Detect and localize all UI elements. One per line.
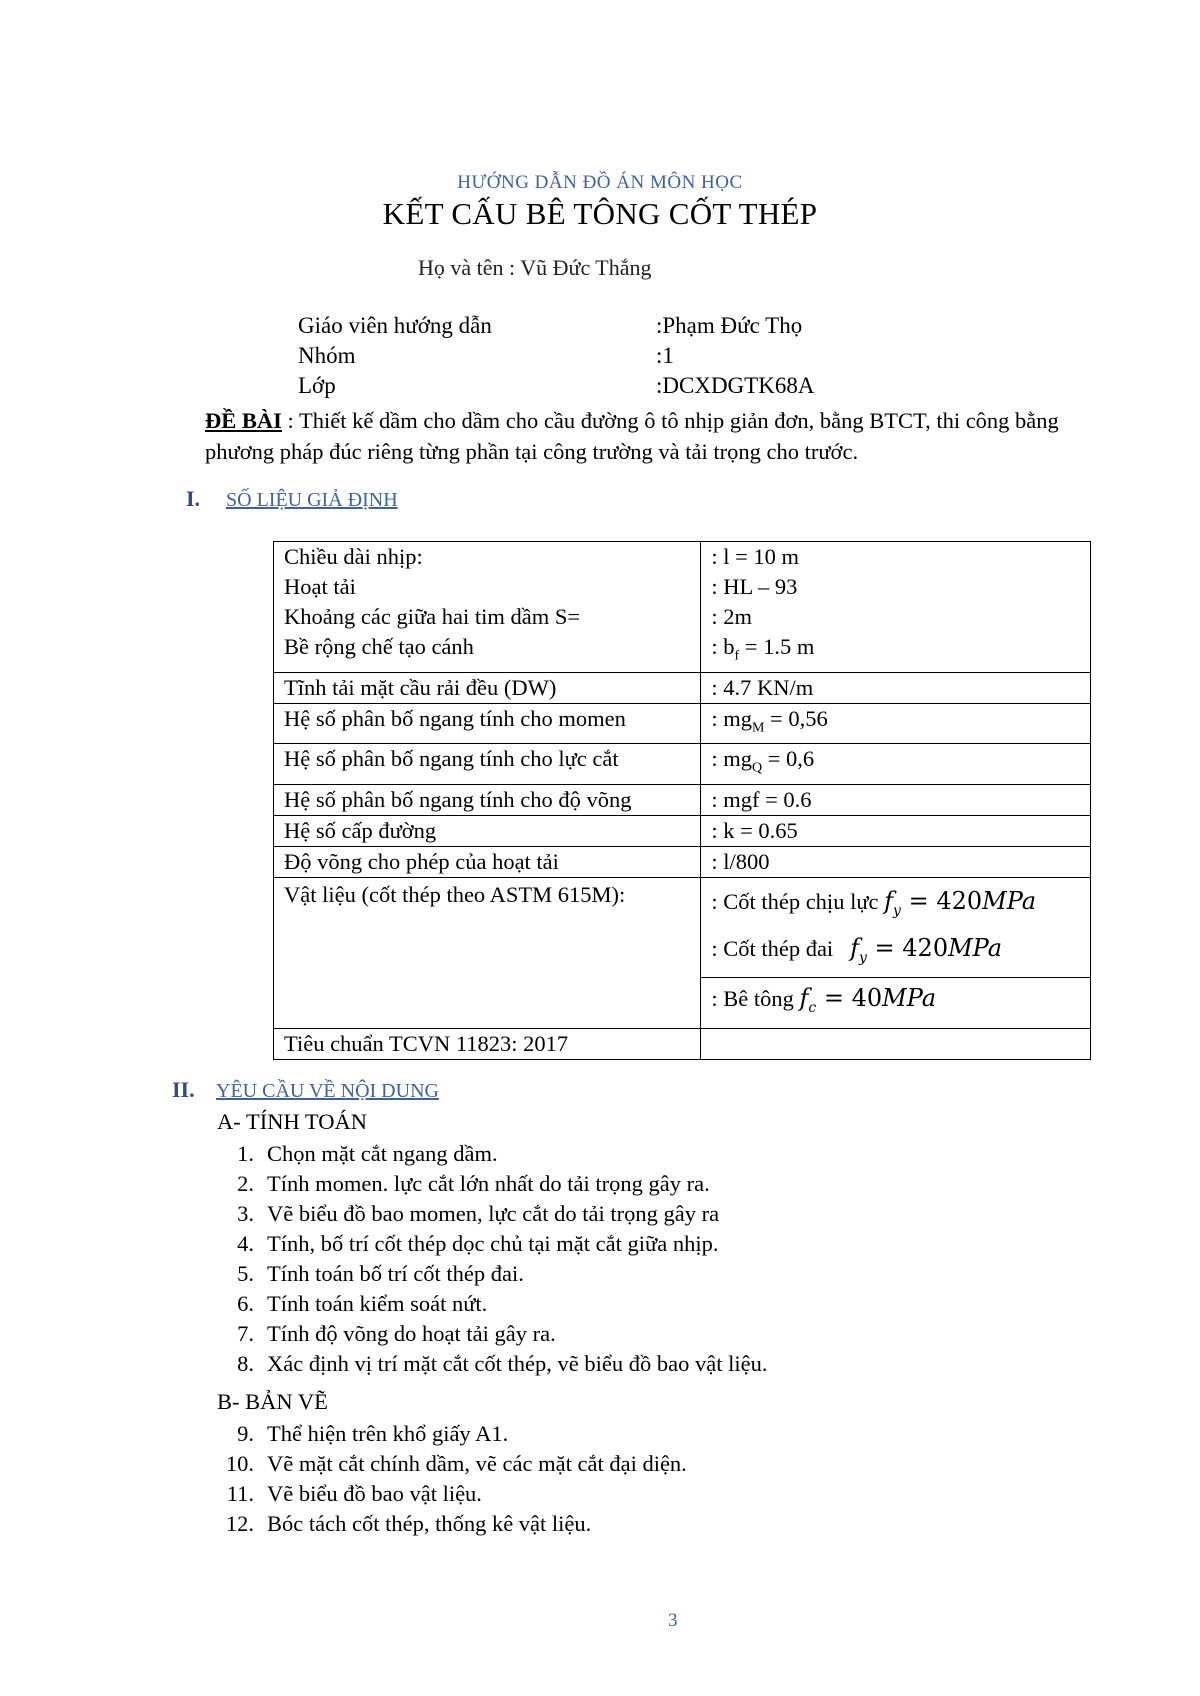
part-a-title: A- TÍNH TOÁN	[217, 1109, 367, 1134]
road-class-value: : k = 0.65	[701, 815, 1091, 846]
section-1-number: I.	[186, 486, 201, 511]
allowable-deflection-label: Độ võng cho phép của hoạt tải	[274, 846, 701, 877]
section-2-title: YÊU CẦU VỀ NỘI DUNG	[216, 1080, 439, 1102]
list-item: 4. Tính, bố trí cốt thép dọc chủ tại mặt cắt giữa nhịp.	[237, 1231, 719, 1256]
table-cell	[274, 542, 701, 673]
live-load-label: Hoạt tải	[284, 574, 356, 599]
info-label-class: Lớp	[298, 373, 336, 398]
girder-spacing-value: : 2m	[711, 604, 752, 629]
main-title: KẾT CẤU BÊ TÔNG CỐT THÉP	[382, 196, 818, 231]
assignment-body: : Thiết kế dầm cho dầm cho cầu đường ô tô nhịp giản đơn, bằng BTCT, thi công bằng phương pháp đúc riêng từng phần tại công trường và tải trọng cho trước.	[205, 408, 1059, 464]
list-item: 3. Vẽ biểu đồ bao momen, lực cắt do tải trọng gây ra	[237, 1201, 720, 1226]
flange-width-label: Bề rộng chế tạo cánh	[284, 634, 474, 659]
dw-label: Tĩnh tải mặt cầu rải đều (DW)	[274, 672, 701, 703]
info-value-class: :DCXDGTK68A	[656, 373, 815, 398]
section-1-heading	[186, 486, 398, 512]
main-steel-value: : Cốt thép chịu lực $f_y = 420MPa$	[711, 886, 1037, 919]
table-row	[274, 815, 1091, 846]
concrete-value: : Bê tông $f_c = 40MPa$	[701, 978, 1091, 1029]
section-2-heading	[172, 1077, 439, 1103]
part-b-title: B- BẢN VẼ	[217, 1389, 328, 1414]
table-cell	[701, 877, 1091, 978]
table-row	[274, 542, 1091, 673]
dw-value: : 4.7 KN/m	[701, 672, 1091, 703]
moment-factor-label: Hệ số phân bố ngang tính cho momen	[274, 703, 701, 744]
road-class-label: Hệ số cấp đường	[274, 815, 701, 846]
guide-title: HƯỚNG DẪN ĐỒ ÁN MÔN HỌC	[457, 172, 743, 193]
section-1-title: SỐ LIỆU GIẢ ĐỊNH	[226, 489, 398, 511]
student-name: Họ và tên : Vũ Đức Thắng	[418, 255, 652, 280]
materials-label: Vật liệu (cốt thép theo ASTM 615M):	[274, 877, 701, 1028]
list-item: 12. Bóc tách cốt thép, thống kê vật liệu.	[225, 1511, 592, 1536]
list-item: 5. Tính toán bố trí cốt thép đai.	[237, 1261, 524, 1286]
assignment-label: ĐỀ BÀI	[205, 408, 282, 433]
standard-label: Tiêu chuẩn TCVN 11823: 2017	[274, 1028, 701, 1059]
table-row	[274, 672, 1091, 703]
allowable-deflection-value: : l/800	[701, 846, 1091, 877]
list-item: 7. Tính độ võng do hoạt tải gây ra.	[237, 1321, 556, 1346]
live-load-value: : HL – 93	[711, 574, 798, 599]
document-header	[0, 172, 1200, 232]
table-row	[274, 784, 1091, 815]
table-row	[274, 703, 1091, 744]
shear-factor-label: Hệ số phân bố ngang tính cho lực cắt	[274, 744, 701, 785]
list-item: 1. Chọn mặt cắt ngang dầm.	[237, 1141, 498, 1166]
specification-table	[273, 541, 1091, 1060]
list-item: 11. Vẽ biểu đồ bao vật liệu.	[226, 1481, 482, 1506]
list-item: 8. Xác định vị trí mặt cắt cốt thép, vẽ biểu đồ bao vật liệu.	[237, 1351, 768, 1376]
info-value-group: :1	[656, 343, 674, 368]
part-b-list	[218, 1419, 687, 1539]
list-item: 6. Tính toán kiểm soát nứt.	[237, 1291, 488, 1316]
table-cell	[701, 542, 1091, 673]
part-a-list	[218, 1139, 767, 1379]
list-item: 2. Tính momen. lực cắt lớn nhất do tải trọng gây ra.	[237, 1171, 710, 1196]
shear-factor-value: : $mg_Q = 0,6$	[701, 744, 1091, 785]
table-row	[274, 846, 1091, 877]
info-label-group: Nhóm	[298, 343, 356, 368]
deflection-factor-label: Hệ số phân bố ngang tính cho độ võng	[274, 784, 701, 815]
list-item: 10. Vẽ mặt cắt chính dầm, vẽ các mặt cắt đại diện.	[225, 1451, 687, 1476]
section-2-number: II.	[172, 1077, 195, 1102]
info-label-teacher: Giáo viên hướng dẫn	[298, 313, 492, 338]
table-row	[274, 877, 1091, 978]
girder-spacing-label: Khoảng các giữa hai tim dầm S=	[284, 604, 581, 629]
info-value-teacher: :Phạm Đức Thọ	[656, 313, 803, 338]
flange-width-value: : $b_f = 1.5$ m	[711, 634, 815, 664]
standard-value	[701, 1028, 1091, 1059]
table-row	[274, 744, 1091, 785]
deflection-factor-value: : mgf = 0.6	[701, 784, 1091, 815]
stirrup-steel-value: : Cốt thép đai $f_y = 420MPa$	[711, 934, 1003, 967]
moment-factor-value: : $mg_M = 0,56$	[701, 703, 1091, 744]
span-length-value: : l = 10 m	[711, 544, 800, 569]
span-length-label: Chiều dài nhịp:	[284, 544, 423, 569]
page-number: 3	[668, 1610, 678, 1631]
list-item: 9. Thể hiện trên khổ giấy A1.	[237, 1421, 509, 1446]
assignment-text	[205, 405, 1095, 467]
table-row	[274, 1028, 1091, 1059]
